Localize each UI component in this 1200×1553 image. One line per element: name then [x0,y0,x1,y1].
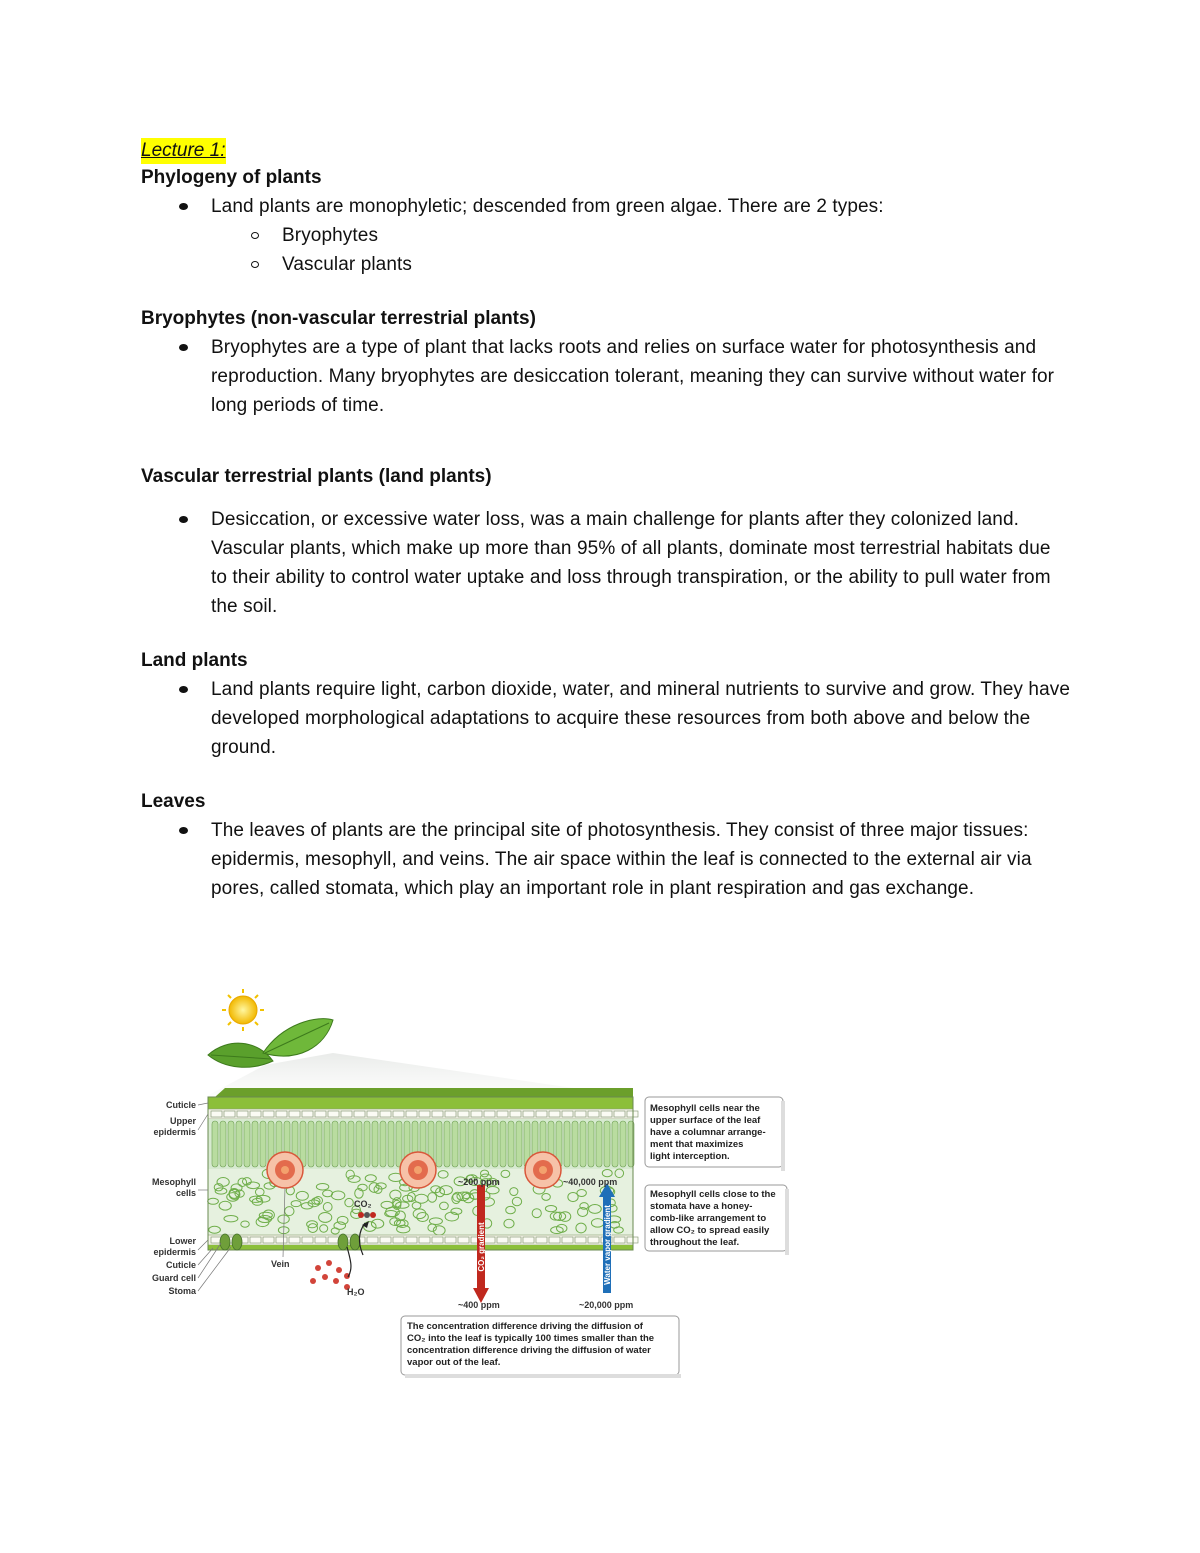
label-stoma: Stoma [168,1286,196,1296]
ppm-20000-label: ~20,000 ppm [579,1300,634,1310]
co2-label: CO₂ [354,1199,372,1209]
callout-line: Mesophyll cells close to the [650,1189,776,1200]
callout-line: vapor out of the leaf. [407,1357,501,1368]
label-epidermis-bottom: epidermis [153,1247,196,1257]
label-cuticle-bottom: Cuticle [165,1260,196,1270]
callout-line: allow CO₂ to spread easily [650,1225,770,1236]
list-item: The leaves of plants are the principal site of photosynthesis. They consist of three major tissues: epidermis, mesophyll, and veins. The air space within the leaf is connected to the external air via pores, called stomata, which play an important role in plant respiration and gas exchange. [141,816,1071,903]
lecture-label: Lecture 1: [141,138,226,164]
callout-line: CO₂ into the leaf is typically 100 times smaller than the [407,1333,655,1344]
label-upper: Upper [169,1116,196,1126]
heading-phylogeny: Phylogeny of plants [141,167,322,188]
bullet-text: Land plants are monophyletic; descended from green algae. There are 2 types: [211,196,884,217]
callout-line: ment that maximizes [650,1139,744,1150]
ppm-40000-label: ~40,000 ppm [563,1177,618,1187]
vascular-list [141,505,1071,621]
list-item: Vascular plants [211,250,1071,279]
callout-line: The concentration difference driving the diffusion of [407,1321,643,1332]
callout-concentration [401,1316,681,1378]
callout-columnar [645,1097,785,1171]
water-gradient-label: Water vapor gradient [603,1205,612,1285]
h2o-molecules [310,1260,350,1290]
list-item: Bryophytes [211,221,1071,250]
label-cells: cells [175,1188,196,1198]
ppm-200-label: ~200 ppm [458,1177,500,1187]
label-guard-cell: Guard cell [151,1273,196,1283]
land-plants-list [141,675,1071,762]
list-item: Land plants require light, carbon dioxide, water, and mineral nutrients to survive and grow. They have developed morphological adaptations to acquire these resources from both above and below the ground. [141,675,1071,762]
cuticle-layer [208,1097,633,1109]
leaves-list [141,816,1071,903]
h2o-label: H₂O [347,1287,365,1297]
co2-gradient-label: CO₂ gradient [477,1222,486,1272]
ppm-400-label: ~400 ppm [458,1300,500,1310]
sun-icon [222,989,264,1031]
leaf-cross-section-figure [133,985,803,1385]
heading-leaves: Leaves [141,791,206,812]
leaf-diagram [133,985,803,1385]
phylogeny-sublist [211,221,1071,279]
heading-vascular: Vascular terrestrial plants (land plants) [141,466,492,487]
callout-line: comb-like arrangement to [650,1213,767,1224]
label-cuticle-top: Cuticle [165,1100,196,1110]
phylogeny-list [141,192,1071,279]
list-item: Bryophytes are a type of plant that lacks roots and relies on surface water for photosynthesis and reproduction. Many bryophytes are desiccation tolerant, meaning they can survive without water for long periods of time. [141,333,1071,420]
callout-line: light interception. [650,1151,730,1162]
callout-line: throughout the leaf. [650,1237,740,1248]
list-item [141,192,1071,279]
leaf-cross-section [208,1088,638,1303]
callout-line: concentration difference driving the diffusion of water [407,1345,651,1356]
bryophytes-list [141,333,1071,420]
list-item: Desiccation, or excessive water loss, was a main challenge for plants after they colonized land. Vascular plants, which make up more than 95% of all plants, dominate most terrestrial habitats due to their ability to control water uptake and loss through transpiration, or the ability to pull water from the soil. [141,505,1071,621]
callout-line: Mesophyll cells near the [650,1103,760,1114]
callout-line: stomata have a honey- [650,1201,753,1212]
callout-line: have a columnar arrange- [650,1127,766,1138]
label-epidermis-top: epidermis [153,1127,196,1137]
label-lower: Lower [169,1236,196,1246]
heading-land-plants: Land plants [141,650,248,671]
callout-line: upper surface of the leaf [650,1115,761,1126]
callout-honeycomb [645,1185,789,1255]
heading-bryophytes: Bryophytes (non-vascular terrestrial plants) [141,308,536,329]
left-labels [152,1100,197,1296]
vein-label: Vein [271,1259,290,1269]
document-page [141,138,1071,903]
label-mesophyll: Mesophyll [151,1177,196,1187]
